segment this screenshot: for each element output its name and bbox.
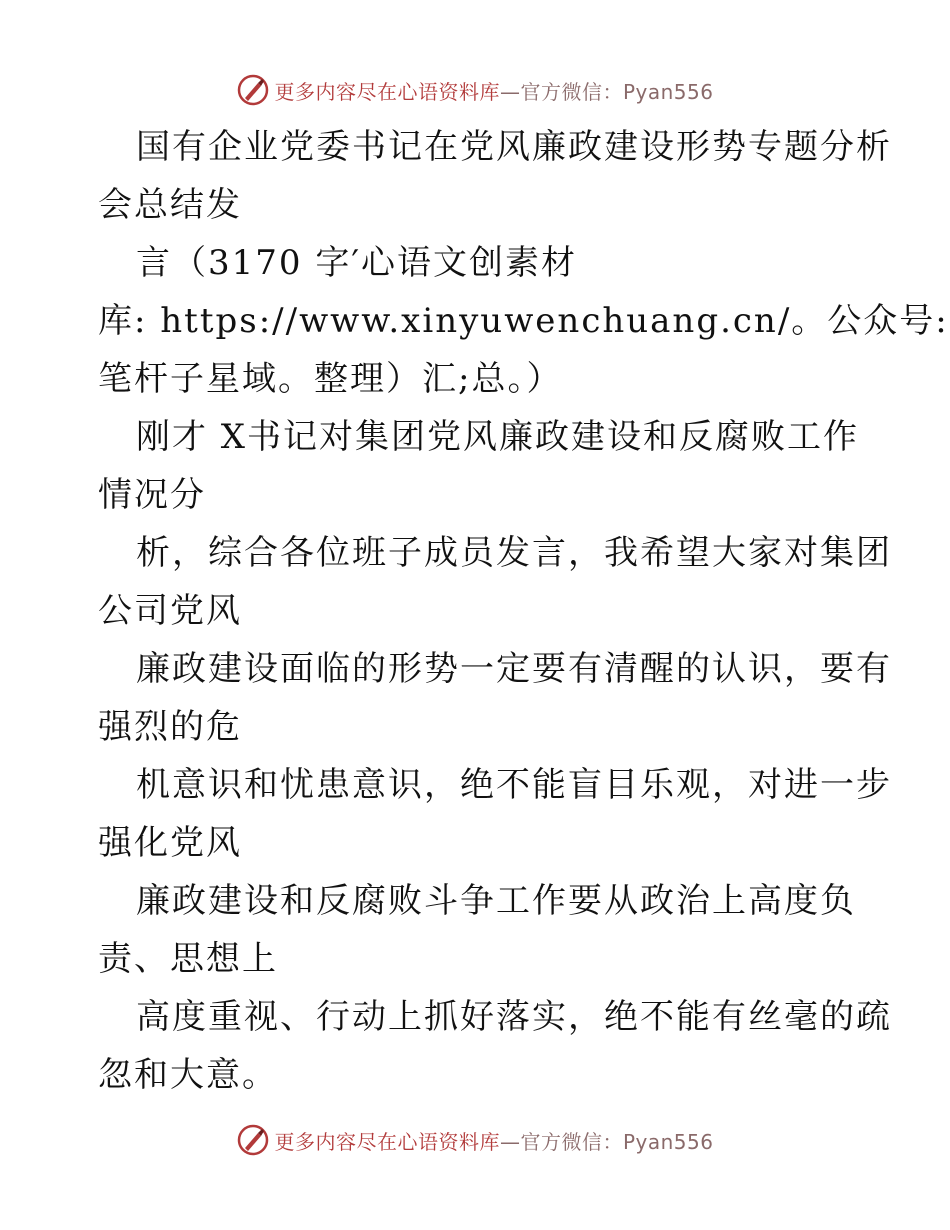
text-line: 刚才 X书记对集团党风廉政建设和反腐败工作	[136, 417, 860, 457]
text-line: 国有企业党委书记在党风廉政建设形势专题分析	[136, 127, 892, 167]
text-line: 笔杆子星域。整理）汇;总。）	[98, 359, 563, 399]
text-line: 析，综合各位班子成员发言，我希望大家对集团	[136, 533, 892, 573]
text-line: 库: https://www.xinyuwenchuang.cn/。公众号:	[98, 301, 949, 341]
pen-logo-icon	[236, 1123, 270, 1157]
banner-wechat-text: 官方微信：Pyan556	[520, 1129, 714, 1154]
banner-wechat-text: 官方微信：Pyan556	[520, 79, 714, 104]
header-banner	[0, 70, 950, 110]
text-line: 强烈的危	[98, 707, 242, 747]
banner-text	[274, 76, 713, 105]
banner-dash: —	[499, 1129, 521, 1154]
pen-logo-icon	[236, 73, 270, 107]
text-line: 机意识和忧患意识，绝不能盲目乐观，对进一步	[136, 765, 892, 805]
text-line: 强化党风	[98, 823, 242, 863]
text-line: 高度重视、行动上抓好落实，绝不能有丝毫的疏	[136, 997, 892, 1037]
banner-main-text: 更多内容尽在心语资料库	[274, 1129, 500, 1154]
text-line: 廉政建设和反腐败斗争工作要从政治上高度负	[136, 881, 856, 921]
banner-main-text: 更多内容尽在心语资料库	[274, 79, 500, 104]
text-line: 言（3170 字′心语文创素材	[136, 243, 578, 283]
text-line: 情况分	[98, 475, 206, 515]
text-line: 廉政建设面临的形势一定要有清醒的认识，要有	[136, 649, 892, 689]
banner-dash: —	[499, 79, 521, 104]
footer-banner	[0, 1120, 950, 1160]
text-line: 忽和大意。	[98, 1055, 278, 1095]
text-line: 会总结发	[98, 185, 242, 225]
document-body	[98, 118, 949, 1104]
banner-text	[274, 1126, 713, 1155]
text-line: 公司党风	[98, 591, 242, 631]
text-line: 责、思想上	[98, 939, 278, 979]
